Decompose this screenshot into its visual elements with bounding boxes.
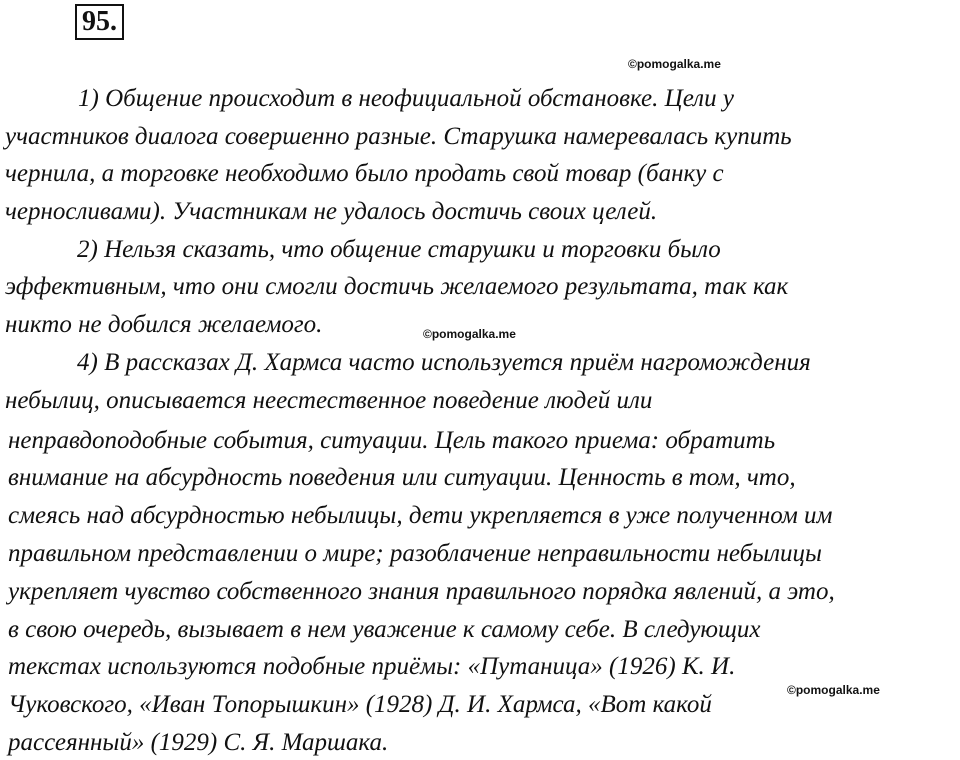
paragraph-1-line: черносливами). Участникам не удалось достичь своих целей. xyxy=(5,198,658,225)
paragraph-4-line: внимание на абсурдность поведения или ситуации. Ценность в том, что, xyxy=(8,464,796,491)
paragraph-2-line: эффективным, что они смогли достичь желаемого результата, так как xyxy=(5,273,789,300)
paragraph-4-line: укрепляет чувство собственного знания правильного порядка явлений, а это, xyxy=(8,578,835,605)
paragraph-4-line: неправдоподобные события, ситуации. Цель такого приема: обратить xyxy=(8,427,776,454)
paragraph-2-line: никто не добился желаемого. xyxy=(5,311,323,338)
paragraph-4-line: смеясь над абсурдностью небылицы, дети укрепляется в уже полученном им xyxy=(8,502,833,529)
paragraph-1-line: 1) Общение происходит в неофициальной обстановке. Цели у xyxy=(78,85,734,112)
watermark: ©pomogalka.me xyxy=(628,57,721,71)
paragraph-2-line: 2) Нельзя сказать, что общение старушки и торговки было xyxy=(77,236,721,263)
paragraph-1-line: чернила, а торговке необходимо было продать свой товар (банку с xyxy=(5,160,724,187)
paragraph-1-line: участников диалога совершенно разные. Старушка намеревалась купить xyxy=(5,123,792,150)
watermark: ©pomogalka.me xyxy=(787,683,880,697)
paragraph-4-line: 4) В рассказах Д. Хармса часто используется приём нагромождения xyxy=(77,349,811,376)
paragraph-4-line: текстах используются подобные приёмы: «Путаница» (1926) К. И. xyxy=(8,653,736,680)
task-number: 95. xyxy=(75,4,124,40)
watermark: ©pomogalka.me xyxy=(423,327,516,341)
paragraph-4-line: рассеянный» (1929) С. Я. Маршака. xyxy=(8,729,389,756)
paragraph-4-line: правильном представлении о мире; разоблачение неправильности небылицы xyxy=(8,540,822,567)
paragraph-4-line: небылиц, описывается неестественное поведение людей или xyxy=(5,387,653,414)
paragraph-4-line: в свою очередь, вызывает в нем уважение к самому себе. В следующих xyxy=(8,616,761,643)
paragraph-4-line: Чуковского, «Иван Топорышкин» (1928) Д. И. Хармса, «Вот какой xyxy=(8,691,712,718)
